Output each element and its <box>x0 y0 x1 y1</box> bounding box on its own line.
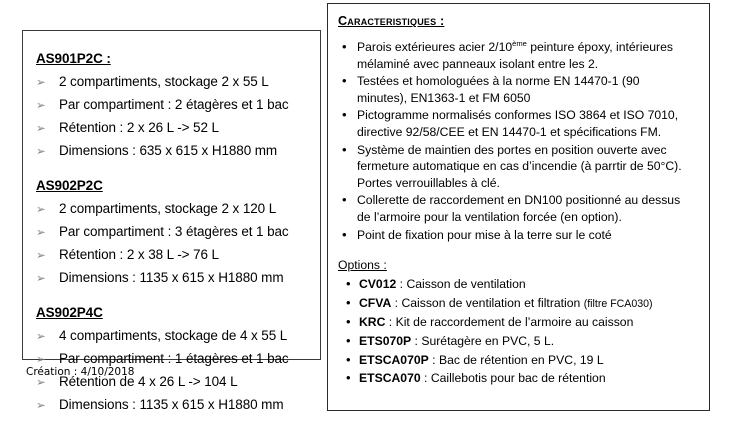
product-spec-text: Par compartiment : 1 étagères et 1 bac <box>59 351 289 366</box>
dot-bullet-icon: • <box>342 192 347 208</box>
product-spec-item <box>36 94 320 117</box>
arrow-bullet-icon: ➢ <box>36 227 46 239</box>
arrow-bullet-icon: ➢ <box>36 100 46 112</box>
option-text <box>359 276 526 294</box>
product-spec-item <box>36 71 320 94</box>
arrow-bullet-icon: ➢ <box>36 146 46 158</box>
arrow-bullet-icon: ➢ <box>36 273 46 285</box>
option-separator: : <box>385 315 396 330</box>
characteristic-text <box>357 192 697 225</box>
characteristic-text-tail: peinture époxy, intérieures mélaminé avec panneaux isolant entre les 2. <box>357 40 673 71</box>
option-description: Kit de raccordement de l’armoire au caisson <box>395 315 634 330</box>
dot-bullet-icon: • <box>342 107 347 123</box>
option-separator: : <box>391 295 402 310</box>
product-spec-text: Par compartiment : 3 étagères et 1 bac <box>59 224 289 239</box>
product-spec-item <box>36 117 320 140</box>
option-item <box>338 369 697 388</box>
characteristic-text <box>357 142 697 192</box>
creation-date-label: Création : 4/10/2018 <box>26 366 135 378</box>
arrow-bullet-icon: ➢ <box>36 400 46 412</box>
option-separator: : <box>411 333 422 348</box>
product-heading: AS902P2C <box>36 178 103 193</box>
characteristic-item <box>338 73 697 106</box>
product-spec-item <box>36 394 320 417</box>
options-list <box>338 275 697 388</box>
dot-bullet-icon: • <box>346 332 351 348</box>
product-spec-text: Dimensions : 1135 x 615 x H1880 mm <box>59 397 284 412</box>
product-spec-item <box>36 221 320 244</box>
superscript-suffix: ème <box>512 38 527 48</box>
characteristic-text-main: Système de maintien des portes en position ouverte avec fermeture automatique en cas d’incendie (à parrtir de 50°C). Portes verrouillables à clé. <box>357 142 682 190</box>
option-separator: : <box>420 371 431 386</box>
dot-bullet-icon: • <box>346 276 351 292</box>
option-item <box>338 294 697 314</box>
product-spec-list <box>36 71 320 163</box>
product-spec-text: Rétention de 4 x 26 L -> 104 L <box>59 374 238 389</box>
dot-bullet-icon: • <box>342 226 347 242</box>
option-description: Caisson de ventilation et filtration <box>401 295 584 310</box>
characteristic-item <box>338 39 697 72</box>
arrow-bullet-icon: ➢ <box>36 377 46 389</box>
dot-bullet-icon: • <box>346 370 351 386</box>
option-item <box>338 275 697 294</box>
product-heading: AS902P4C <box>36 305 103 320</box>
product-block <box>23 177 320 290</box>
characteristic-item <box>338 227 697 244</box>
product-spec-text: Dimensions : 1135 x 615 x H1880 mm <box>59 270 284 285</box>
product-spec-text: 4 compartiments, stockage de 4 x 55 L <box>59 328 288 343</box>
product-spec-item <box>36 140 320 163</box>
option-code: ETSCA070 <box>359 371 421 386</box>
characteristic-text-main: Testées et homologuées à la norme EN 14470-1 (90 minutes), EN1363-1 et FM 6050 <box>357 74 640 105</box>
arrow-bullet-icon: ➢ <box>36 123 46 135</box>
option-code: KRC <box>359 315 386 330</box>
option-code: CFVA <box>359 295 392 310</box>
option-code: ETSCA070P <box>359 352 429 367</box>
product-spec-list <box>36 198 320 290</box>
dot-bullet-icon: • <box>342 39 347 54</box>
product-spec-text: Rétention : 2 x 38 L -> 76 L <box>59 247 219 262</box>
dot-bullet-icon: • <box>346 294 351 310</box>
product-spec-text: Dimensions : 635 x 615 x H1880 mm <box>59 143 278 158</box>
dot-bullet-icon: • <box>342 141 347 157</box>
option-text <box>359 370 606 388</box>
dot-bullet-icon: • <box>346 351 351 367</box>
characteristic-text-main: Parois extérieures acier 2/10 <box>357 40 513 54</box>
characteristic-text-main: Point de fixation pour mise à la terre sur le coté <box>357 227 612 242</box>
options-block <box>338 256 697 388</box>
option-text <box>359 314 633 332</box>
option-item <box>338 351 697 370</box>
option-separator: : <box>396 277 407 292</box>
product-spec-item <box>36 198 320 221</box>
option-description: Surétagère en PVC, 5 L. <box>421 333 555 348</box>
arrow-bullet-icon: ➢ <box>36 331 46 343</box>
option-text <box>359 352 604 370</box>
product-heading: AS901P2C : <box>36 51 111 66</box>
product-spec-text: 2 compartiments, stockage 2 x 120 L <box>59 201 277 216</box>
characteristic-text-main: Collerette de raccordement en DN100 positionné au dessus de l’armoire pour la ventilation forcée (en option). <box>357 193 681 224</box>
dot-bullet-icon: • <box>342 73 347 89</box>
option-item <box>338 332 697 351</box>
option-text <box>359 333 554 351</box>
characteristic-item <box>338 142 697 192</box>
dot-bullet-icon: • <box>346 314 351 330</box>
option-text <box>359 295 653 314</box>
product-spec-item <box>36 325 320 348</box>
product-spec-text: Par compartiment : 2 étagères et 1 bac <box>59 97 289 112</box>
option-code: CV012 <box>359 277 397 292</box>
product-block <box>23 304 320 417</box>
options-title: Options : <box>338 258 387 273</box>
characteristic-text <box>357 39 697 72</box>
product-list <box>23 31 320 417</box>
arrow-bullet-icon: ➢ <box>36 204 46 216</box>
option-description: Caisson de ventilation <box>406 277 526 292</box>
characteristic-text <box>357 227 697 244</box>
characteristic-item <box>338 107 697 140</box>
characteristic-item <box>338 192 697 225</box>
characteristic-text <box>357 107 697 140</box>
characteristic-text-main: Pictogramme normalisés conformes ISO 3864 et ISO 7010, directive 92/58/CEE et EN 14470-1 et spécifications FM. <box>357 108 679 139</box>
option-separator: : <box>428 352 439 367</box>
option-description: Bac de rétention en PVC, 19 L <box>438 352 604 367</box>
option-description: Caillebotis pour bac de rétention <box>430 371 606 386</box>
arrow-bullet-icon: ➢ <box>36 77 46 89</box>
arrow-bullet-icon: ➢ <box>36 354 46 366</box>
characteristics-heading: Caracteristiques : <box>338 14 445 28</box>
product-block <box>23 50 320 163</box>
product-spec-text: 2 compartiments, stockage 2 x 55 L <box>59 74 269 89</box>
option-item <box>338 313 697 332</box>
characteristics-list <box>338 39 697 243</box>
arrow-bullet-icon: ➢ <box>36 250 46 262</box>
product-spec-item <box>36 244 320 267</box>
option-description-note: (filtre FCA030) <box>583 297 653 310</box>
product-spec-item <box>36 267 320 290</box>
characteristics-panel <box>327 3 710 411</box>
product-spec-text: Rétention : 2 x 26 L -> 52 L <box>59 120 219 135</box>
option-code: ETS070P <box>359 333 412 348</box>
characteristic-text <box>357 73 697 106</box>
